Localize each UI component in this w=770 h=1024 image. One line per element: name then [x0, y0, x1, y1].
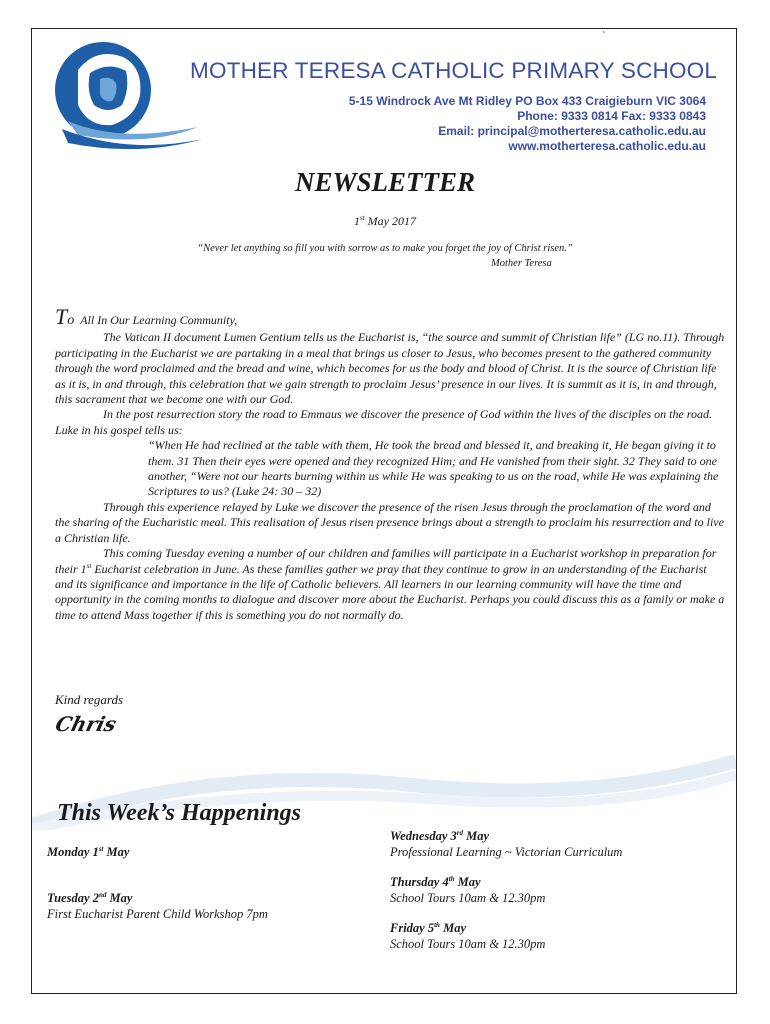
event-tuesday: Tuesday 2nd May First Eucharist Parent Child Workshop 7pm	[47, 891, 268, 921]
event-friday: Friday 5th May School Tours 10am & 12.30pm	[390, 921, 546, 951]
quote-author: Mother Teresa	[491, 258, 552, 269]
closing: Kind regards	[55, 692, 124, 707]
paragraph-1: The Vatican II document Lumen Gentium tells us the Eucharist is, “the source and summit of Christian life” (LG no.11). Through participating in the Eucharist we are partaking in a meal that brings us closer to Jesus, who becomes present to the gathered community through the word proclaimed and the bread and wine, which becomes for us the body and blood of Christ. It is the source of Christian life as it is, in and through, this celebration that we gain strength to proclaim Jesus’ presence in our lives. It is summit as it is, in and through, this sacrament that we become one with our God.	[55, 330, 725, 407]
school-website: www.motherteresa.catholic.edu.au	[508, 139, 706, 153]
paragraph-3: Through this experience relayed by Luke we discover the presence of the risen Jesus through the proclamation of the word and the sharing of the Eucharistic meal. This realisation of Jesus risen presence brings about a strength to proclaim his resurrection and to live a Christian life.	[55, 499, 724, 545]
school-name: MOTHER TERESA CATHOLIC PRIMARY SCHOOL	[190, 58, 718, 83]
tick-mark: `	[602, 30, 606, 42]
salutation: To All In Our Learning Community,	[55, 304, 238, 329]
letter-body	[55, 304, 727, 623]
school-address: 5-15 Windrock Ave Mt Ridley PO Box 433 Craigieburn VIC 3064	[348, 94, 706, 108]
event-thursday: Thursday 4th May School Tours 10am & 12.30pm	[390, 875, 546, 905]
event-wednesday: Wednesday 3rd May Professional Learning ~ Victorian Curriculum	[390, 829, 623, 859]
newsletter-date: 1st May 2017	[354, 214, 416, 228]
school-email: Email: principal@motherteresa.catholic.edu.au	[438, 124, 706, 138]
paragraph-2: In the post resurrection story the road to Emmaus we discover the presence of God within the lives of the disciples on the road. Luke in his gospel tells us:	[55, 407, 713, 437]
school-phone-fax: Phone: 9333 0814 Fax: 9333 0843	[517, 109, 706, 123]
school-logo-icon	[48, 35, 208, 155]
signature: Chris	[53, 712, 119, 736]
opening-quote: “Never let anything so fill you with sorrow as to make you forget the joy of Christ risen.”	[197, 243, 573, 254]
paragraph-4: This coming Tuesday evening a number of our children and families will participate in a Eucharist workshop in preparation for their 1st Eucharist celebration in June. As these families gather we pray that they continue to grow in an understanding of the Eucharist and its significance and importance in the life of Catholic believers. All learners in our learning community will have the time and opportunity in the coming months to dialogue and discover more about the Eucharist. Perhaps you could discuss this as a family or make a time to attend Mass together if this is something you do not normally do.	[55, 546, 725, 622]
happenings-title: This Week’s Happenings	[57, 800, 302, 826]
newsletter-title: NEWSLETTER	[294, 167, 476, 197]
scripture-quote: “When He had reclined at the table with them, He took the bread and blessed it, and breaking it, He began giving it to them. 31 Then their eyes were opened and they recognized Him; and He vanished from their sight. 32 They said to one another, “Were not our hearts burning within us while He was speaking to us on the road, while He was explaining the Scriptures to us? (Luke 24: 30 – 32)	[148, 438, 719, 499]
event-monday: Monday 1st May	[47, 845, 130, 859]
